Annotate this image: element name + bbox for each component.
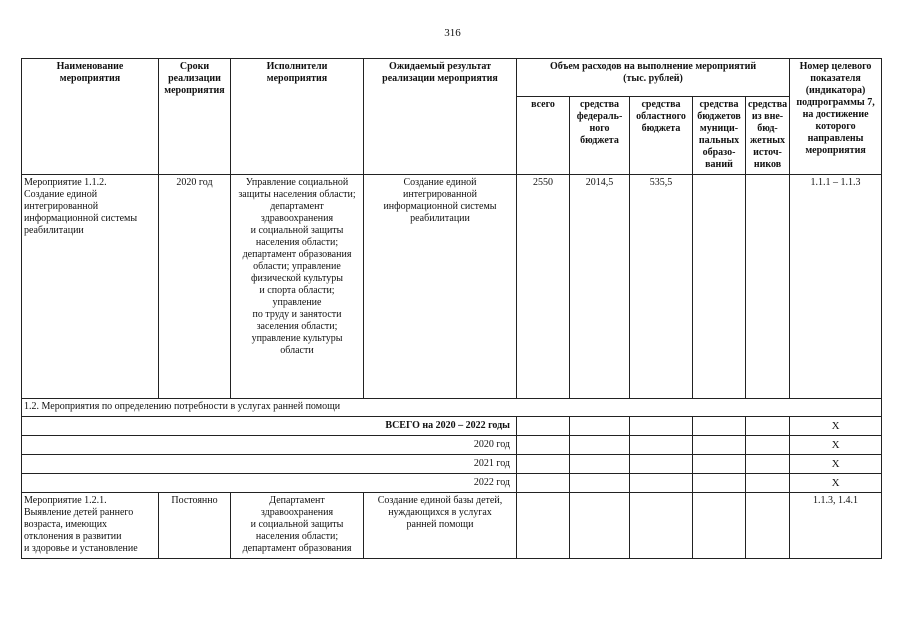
totals-row: [22, 455, 882, 474]
measure-name: Мероприятие 1.1.2. Создание единой интегрированной информационной системы реабилитации: [22, 175, 159, 399]
header-municipal: средства бюджетов муници- пальных образо- ваний: [693, 97, 746, 175]
measure-executors: Управление социальной защиты населения области; департамент здравоохранения и социальной защиты населения области; департамент образования области; управление физической культуры и спорта области; управление по труду и занятости заселения области; управление культуры области: [231, 175, 364, 399]
header-period: Сроки реализации мероприятия: [159, 59, 231, 175]
empty-cell: [570, 493, 630, 559]
measure-period: 2020 год: [159, 175, 231, 399]
header-row: [22, 59, 882, 97]
empty-cell: [630, 455, 693, 474]
empty-cell: [693, 474, 746, 493]
empty-cell: [746, 436, 790, 455]
measure-indicator: 1.1.1 – 1.1.3: [790, 175, 882, 399]
totals-indicator: Х: [790, 417, 882, 436]
table-row: [22, 493, 882, 559]
measure-extra: [746, 175, 790, 399]
empty-cell: [693, 417, 746, 436]
totals-indicator: Х: [790, 474, 882, 493]
measure-result: Создание единой интегрированной информационной системы реабилитации: [364, 175, 517, 399]
empty-cell: [517, 436, 570, 455]
totals-label: 2022 год: [22, 474, 517, 493]
totals-label: ВСЕГО на 2020 – 2022 годы: [22, 417, 517, 436]
empty-cell: [693, 493, 746, 559]
measure-total: 2550: [517, 175, 570, 399]
empty-cell: [746, 455, 790, 474]
empty-cell: [517, 474, 570, 493]
empty-cell: [693, 436, 746, 455]
totals-indicator: Х: [790, 455, 882, 474]
totals-label: 2021 год: [22, 455, 517, 474]
measure-indicator: 1.1.3, 1.4.1: [790, 493, 882, 559]
measure-municipal: [693, 175, 746, 399]
measure-name: Мероприятие 1.2.1. Выявление детей раннего возраста, имеющих отклонения в развитии и здоровье и установление: [22, 493, 159, 559]
empty-cell: [517, 455, 570, 474]
empty-cell: [570, 455, 630, 474]
empty-cell: [630, 493, 693, 559]
totals-row: [22, 436, 882, 455]
section-title: 1.2. Мероприятия по определению потребности в услугах ранней помощи: [22, 399, 882, 417]
header-expenses: Объем расходов на выполнение мероприятий (тыс. рублей): [517, 59, 790, 97]
header-indicator: Номер целевого показателя (индикатора) подпрограммы 7, на достижение которого направлены мероприятия: [790, 59, 882, 175]
empty-cell: [693, 455, 746, 474]
empty-cell: [517, 493, 570, 559]
measures-table: [21, 58, 882, 559]
empty-cell: [570, 417, 630, 436]
header-total: всего: [517, 97, 570, 175]
measure-federal: 2014,5: [570, 175, 630, 399]
header-regional: средства областного бюджета: [630, 97, 693, 175]
header-result: Ожидаемый результат реализации мероприятия: [364, 59, 517, 175]
measure-executors: Департамент здравоохранения и социальной защиты населения области; департамент образования: [231, 493, 364, 559]
empty-cell: [630, 474, 693, 493]
measure-result: Создание единой базы детей, нуждающихся в услугах ранней помощи: [364, 493, 517, 559]
header-executors: Исполнители мероприятия: [231, 59, 364, 175]
section-row: [22, 399, 882, 417]
empty-cell: [517, 417, 570, 436]
empty-cell: [630, 436, 693, 455]
table-row: [22, 175, 882, 399]
empty-cell: [746, 493, 790, 559]
measure-regional: 535,5: [630, 175, 693, 399]
empty-cell: [570, 436, 630, 455]
totals-row: [22, 417, 882, 436]
empty-cell: [746, 417, 790, 436]
empty-cell: [746, 474, 790, 493]
page-number: 316: [444, 27, 461, 39]
empty-cell: [570, 474, 630, 493]
header-name: Наименование мероприятия: [22, 59, 159, 175]
empty-cell: [630, 417, 693, 436]
header-federal: средства федераль- ного бюджета: [570, 97, 630, 175]
header-extra: средства из вне- бюд- жетных источ- ников: [746, 97, 790, 175]
measure-period: Постоянно: [159, 493, 231, 559]
totals-indicator: Х: [790, 436, 882, 455]
totals-label: 2020 год: [22, 436, 517, 455]
totals-row: [22, 474, 882, 493]
